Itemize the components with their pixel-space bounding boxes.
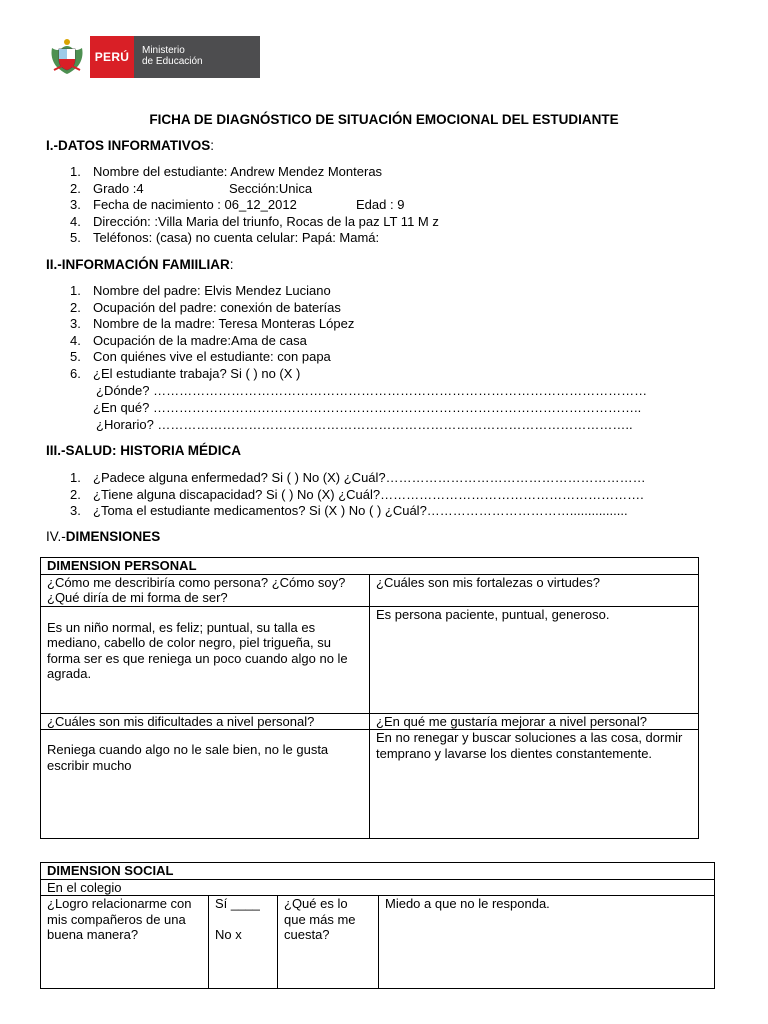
answer-cell: Es persona paciente, puntual, generoso. (370, 606, 699, 713)
dimension-social-title: DIMENSION SOCIAL (41, 863, 715, 880)
dimension-social-table (40, 862, 715, 989)
answer-cell: Miedo a que no le responda. (379, 896, 715, 989)
question-cell: ¿Cuáles son mis fortalezas o virtudes? (370, 574, 699, 606)
en-que-line: ¿En qué? ………………………………………………………………………………………………….. (93, 400, 642, 415)
answer-cell: Es un niño normal, es feliz; puntual, su talla es mediano, cabello de color negro, piel trigueña, su forma ser es que reniega un poco cuando algo no le agrada. (41, 606, 370, 713)
document-page: PERÚ Ministerio de Educación FICHA DE DIAGNÓSTICO DE SITUACIÓN EMOCIONAL DEL ESTUDIANTE I.-DATOS INFORMATIVOS: 1. Nombre del estudiante: Andrew Mendez Monteras 2. Grado :4 Sección:Unica 3. Fecha de nacimiento : 06_12_2012 Edad : 9 4. Dirección: :Villa Maria del triunfo, Rocas de la paz LT 11 M z 5. Teléfonos: (casa) no cuenta celular: Papá: Mamá: II.-INFORMACIÓN FAMIILIAR: 1. Nombre del padre: Elvis Mendez Luciano 2. Ocupación del padre: conexión de baterías 3. Nombre de la madre: Teresa Monteras López 4. Ocupación de la madre:Ama de casa 5. Con quiénes vive el estudiante: con papa 6. ¿El estudiante trabaja? Si ( ) no (X ) ¿Dónde? …………………………………………………………………………………………………… ¿En qué? ………………………………………………………………………………………………….. ¿Horario? ……………………………………………………………………………………………….. III.-SALUD: HISTORIA MÉDICA 1. ¿Padece alguna enfermedad? Si ( ) No (X) ¿Cuál?…………………………………………………… 2. ¿Tiene alguna discapacidad? Si ( ) No (X) ¿Cuál?……………………………………………………. 3. ¿Toma el estudiante medicamentos? Si (X ) No ( ) ¿Cuál?……………………………................ IV.-DIMENSIONES DIMENSION PERSONAL ¿Cómo me describiría como persona? ¿Cómo soy? ¿Qué diría de mi forma de ser? ¿Cuáles son mis fortalezas o virtudes? Es un niño normal, es feliz; puntual, su talla es mediano, cabello de color negro, piel trigueña, su forma ser es que reniega un poco cuando algo no le agrada. Es persona paciente, puntual, generoso. ¿Cuáles son mis dificultades a nivel personal? ¿En qué me gustaría mejorar a nivel personal? Reniega cuando algo no le sale bien, no le gusta escribir mucho En no renegar y buscar soluciones a las cosa, dormir temprano y lavarse los dientes constantemente. DIMENSION SOCIAL En el colegio ¿Logro relacionarme con mis compañeros de una buena manera? Sí ____ No x ¿Qué es lo que más me cuesta? Miedo a que no le responda. (0, 0, 768, 1024)
question-cell: ¿Qué es lo que más me cuesta? (278, 896, 379, 989)
horario-line: ¿Horario? ……………………………………………………………………………………………….. (96, 417, 633, 432)
no-option: No x (215, 926, 242, 942)
question-cell: ¿En qué me gustaría mejorar a nivel personal? (370, 713, 699, 730)
peru-label: PERÚ (90, 36, 134, 78)
ministry-line-1: Ministerio (142, 45, 185, 56)
section-datos-informativos: I.-DATOS INFORMATIVOS: (46, 138, 215, 153)
question-cell: ¿Cuáles son mis dificultades a nivel personal? (41, 713, 370, 730)
answer-cell: Reniega cuando algo no le sale bien, no le gusta escribir mucho (41, 730, 370, 839)
donde-line: ¿Dónde? …………………………………………………………………………………………………… (96, 383, 648, 398)
ministry-line-2: de Educación (142, 56, 203, 67)
document-title: FICHA DE DIAGNÓSTICO DE SITUACIÓN EMOCIONAL DEL ESTUDIANTE (149, 112, 619, 127)
dimension-personal-title: DIMENSION PERSONAL (41, 558, 699, 575)
seccion-value: Sección:Unica (229, 180, 313, 196)
answer-cell: En no renegar y buscar soluciones a las cosa, dormir temprano y lavarse los dientes constantemente. (370, 730, 699, 839)
si-no-cell (209, 896, 278, 989)
dimension-personal-table (40, 557, 699, 839)
section-informacion-familiar: II.-INFORMACIÓN FAMIILIAR: (46, 257, 234, 272)
edad-value: Edad : 9 (356, 197, 405, 213)
social-subtitle: En el colegio (41, 879, 715, 896)
question-cell: ¿Logro relacionarme con mis compañeros de una buena manera? (41, 896, 209, 989)
section-heading: III.-SALUD: HISTORIA MÉDICA (46, 443, 241, 458)
section-dimensiones: IV.-DIMENSIONES (46, 529, 161, 544)
ministry-logo (46, 36, 260, 78)
section-heading: DIMENSIONES (65, 529, 161, 544)
peru-coat-of-arms-icon (46, 36, 88, 78)
ministry-label (134, 36, 260, 78)
si-option: Sí ____ (215, 896, 260, 911)
section-salud (46, 443, 241, 458)
section-heading: I.-DATOS INFORMATIVOS (46, 138, 211, 153)
section-heading: II.-INFORMACIÓN FAMIILIAR (46, 257, 230, 272)
question-cell: ¿Cómo me describiría como persona? ¿Cómo soy? ¿Qué diría de mi forma de ser? (41, 574, 370, 606)
